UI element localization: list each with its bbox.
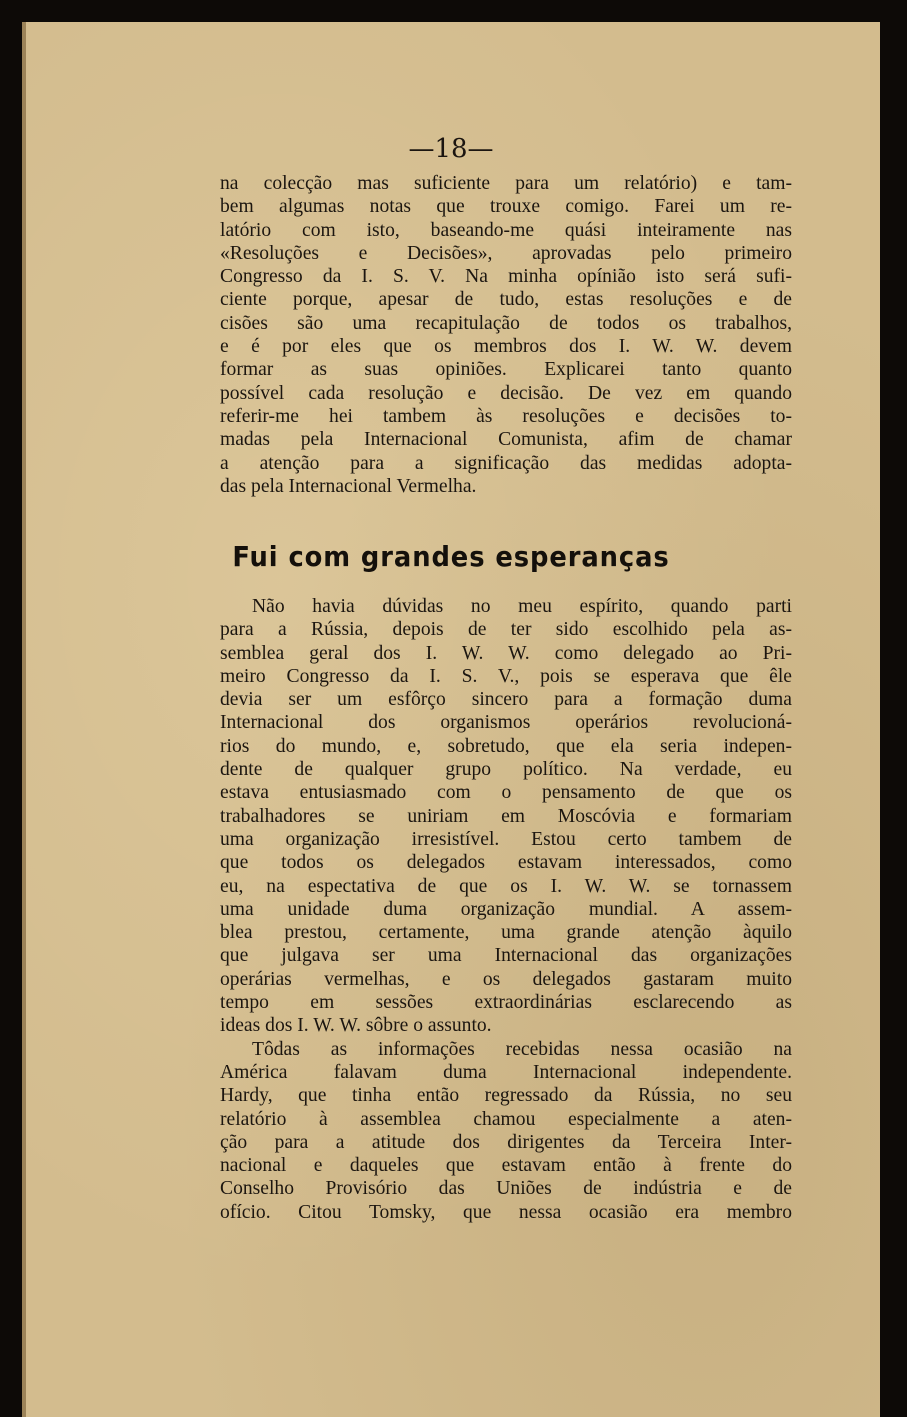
text-line: eu, na espectativa de que os I. W. W. se tornassem — [220, 875, 792, 897]
text-line: formar as suas opiniões. Explicarei tanto quanto — [220, 359, 792, 381]
text-line: ciente porque, apesar de tudo, estas resoluções e de — [220, 289, 792, 311]
text-line: e é por eles que os membros dos I. W. W. devem — [220, 336, 792, 358]
page-edge — [22, 22, 26, 1417]
text-line: semblea geral dos I. W. W. como delegado ao Pri- — [220, 642, 792, 664]
text-line: relatório à assemblea chamou especialmente a aten- — [220, 1108, 792, 1130]
text-line: nacional e daqueles que estavam então à frente do — [220, 1155, 792, 1177]
text-line: Tôdas as informações recebidas nessa ocasião na — [252, 1038, 792, 1060]
text-line: que julgava ser uma Internacional das organizações — [220, 945, 792, 967]
text-line: América falavam duma Internacional independente. — [220, 1061, 792, 1083]
text-line: bem algumas notas que trouxe comigo. Farei um re- — [220, 196, 792, 218]
text-line: a atenção para a significação das medidas adopta- — [220, 452, 792, 474]
text-line: para a Rússia, depois de ter sido escolhido pela as- — [220, 619, 792, 641]
text-line: que todos os delegados estavam interessados, como — [220, 852, 792, 874]
text-line: possível cada resolução e decisão. De vez em quando — [220, 382, 792, 404]
text-line: trabalhadores se uniriam em Moscóvia e formariam — [220, 805, 792, 827]
page-number: —18— — [408, 134, 494, 164]
text-line: na colecção mas suficiente para um relatório) e tam- — [220, 173, 792, 194]
text-line: referir-me hei tambem às resoluções e decisões to- — [220, 405, 792, 427]
text-line: Hardy, que tinha então regressado da Rússia, no seu — [220, 1085, 792, 1107]
text-line: latório com isto, baseando-me quási inteiramente nas — [220, 219, 792, 241]
text-line: meiro Congresso da I. S. V., pois se esperava que êle — [220, 665, 792, 687]
text-line: madas pela Internacional Comunista, afim de chamar — [220, 429, 792, 451]
section-title: Fui com grandes esperanças — [232, 540, 670, 573]
text-line: devia ser um esfôrço sincero para a formação duma — [220, 689, 792, 711]
text-line: Internacional dos organismos operários revolucioná- — [220, 712, 792, 734]
text-line: estava entusiasmado com o pensamento de que os — [220, 782, 792, 804]
text-line: tempo em sessões extraordinárias esclarecendo as — [220, 992, 792, 1014]
text-line: cisões são uma recapitulação de todos os trabalhos, — [220, 312, 792, 334]
text-line: Não havia dúvidas no meu espírito, quando parti — [252, 596, 792, 617]
text-line: ofício. Citou Tomsky, que nessa ocasião era membro — [220, 1201, 792, 1223]
text-line: operárias vermelhas, e os delegados gastaram muito — [220, 968, 792, 990]
intro-paragraph — [220, 172, 792, 498]
text-line: ção para a atitude dos dirigentes da Terceira Inter- — [220, 1131, 792, 1153]
text-line: dente de qualquer grupo político. Na verdade, eu — [220, 759, 792, 781]
text-line: das pela Internacional Vermelha. — [220, 475, 477, 497]
text-line: Congresso da I. S. V. Na minha opínião isto será sufi- — [220, 266, 792, 288]
text-line: Conselho Provisório das Uniões de indústria e de — [220, 1178, 792, 1200]
body-paragraphs — [220, 595, 792, 1224]
text-line: ideas dos I. W. W. sôbre o assunto. — [220, 1015, 492, 1037]
text-line: rios do mundo, e, sobretudo, que ela seria indepen- — [220, 735, 792, 757]
text-line: «Resoluções e Decisões», aprovadas pelo primeiro — [220, 242, 792, 264]
text-line: blea prestou, certamente, uma grande atenção àquilo — [220, 922, 792, 944]
book-page — [22, 22, 880, 1417]
text-line: uma organização irresistível. Estou certo tambem de — [220, 828, 792, 850]
text-line: uma unidade duma organização mundial. A assem- — [220, 898, 792, 920]
